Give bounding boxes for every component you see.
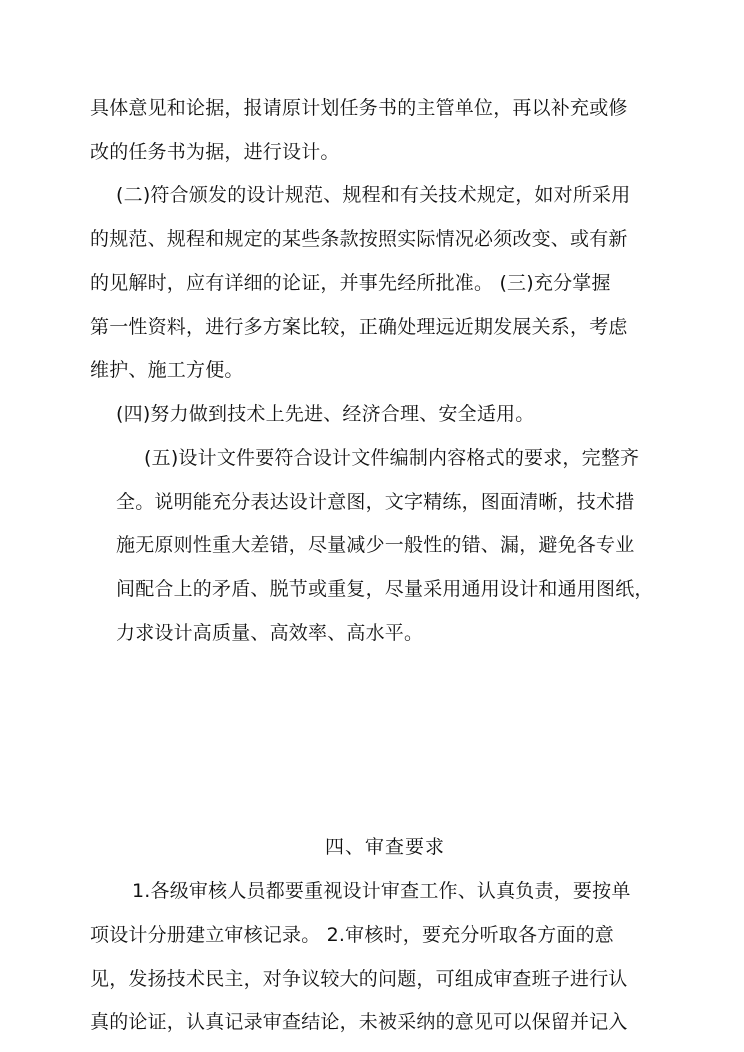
text-line-9: (五)设计文件要符合设计文件编制内容格式的要求，完整齐 xyxy=(144,447,640,469)
text-line-2: 改的任务书为据，进行设计。 xyxy=(90,141,340,163)
text-line-12: 间配合上的矛盾、脱节或重复，尽量采用通用设计和通用图纸， xyxy=(116,578,654,600)
section-title: 四、审查要求 xyxy=(325,836,446,858)
text-line-14: 1.各级审核人员都要重视设计审查工作、认真负责，要按单 xyxy=(132,880,631,902)
text-line-6: 第一性资料，进行多方案比较，正确处理远近期发展关系，考虑 xyxy=(90,316,628,338)
text-line-1: 具体意见和论据，报请原计划任务书的主管单位，再以补充或修 xyxy=(90,97,628,119)
text-line-3: (二)符合颁发的设计规范、规程和有关技术规定，如对所采用 xyxy=(116,184,631,206)
text-line-5: 的见解时，应有详细的论证，并事先经所批准。 (三)充分掌握 xyxy=(90,272,611,294)
text-line-11: 施无原则性重大差错，尽量减少一般性的错、漏，避免各专业 xyxy=(116,534,635,556)
text-line-13: 力求设计高质量、高效率、高水平。 xyxy=(116,622,424,644)
text-line-4: 的规范、规程和规定的某些条款按照实际情况必须改变、或有新 xyxy=(90,228,628,250)
text-line-8: (四)努力做到技术上先进、经济合理、安全适用。 xyxy=(116,403,535,425)
text-line-17: 真的论证，认真记录审查结论，未被采纳的意见可以保留并记入 xyxy=(90,1011,628,1033)
text-line-7: 维护、施工方便。 xyxy=(90,359,244,381)
text-line-15: 项设计分册建立审核记录。 2.审核时，要充分听取各方面的意 xyxy=(90,924,614,946)
text-line-16: 见，发扬技术民主，对争议较大的问题，可组成审查班子进行认 xyxy=(90,968,628,990)
text-line-10: 全。说明能充分表达设计意图，文字精练，图面清晰，技术措 xyxy=(116,491,635,513)
